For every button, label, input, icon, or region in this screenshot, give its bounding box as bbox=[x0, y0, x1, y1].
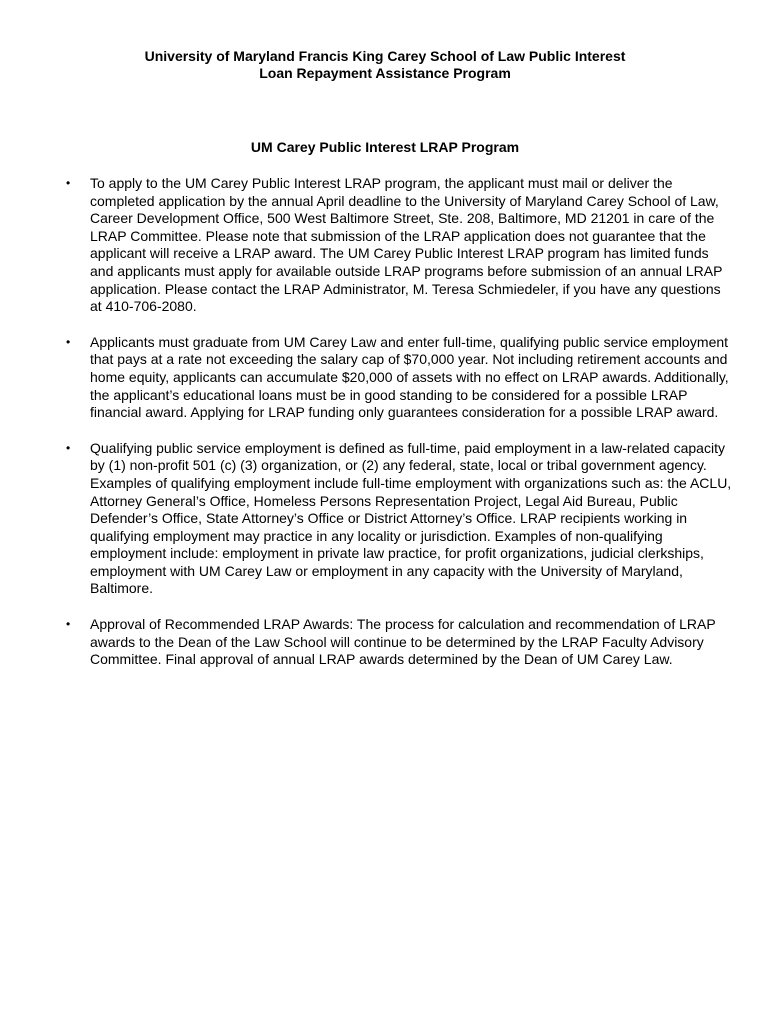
bullet-dot-icon: • bbox=[66, 617, 71, 632]
bullet-dot-icon: • bbox=[66, 440, 71, 455]
bullet-text: To apply to the UM Carey Public Interest LRAP program, the applicant must mail or deliver the completed application by the annual April deadline to the University of Maryland Carey School of Law, Career Development Office, 500 West Baltimore Street, Ste. 208, Baltimore, MD 21201 in care of the LRAP Committee. Please note that submission of the LRAP application does not guarantee that the applicant will receive a LRAP award. The UM Carey Public Interest LRAP program has limited funds and applicants must apply for available outside LRAP programs before submission of an annual LRAP application. Please contact the LRAP Administrator, M. Teresa Schmiedeler, if you have any questions at 410-706-2080. bbox=[90, 175, 723, 315]
bullet-eligibility-requirements bbox=[64, 334, 734, 422]
bullet-application-instructions bbox=[64, 175, 734, 316]
bullet-dot-icon: • bbox=[66, 334, 71, 349]
bullet-qualifying-employment bbox=[64, 440, 734, 598]
document-header bbox=[0, 48, 770, 82]
header-line-institution: University of Maryland Francis King Carey School of Law Public Interest bbox=[144, 48, 626, 64]
bullet-text: Qualifying public service employment is defined as full-time, paid employment in a law-related capacity by (1) non-profit 501 (c) (3) organization, or (2) any federal, state, local or tribal government agency. Examples of qualifying employment include full-time employment with organizations such as: the ACLU, Attorney General’s Office, Homeless Persons Representation Project, Legal Aid Bureau, Public Defender’s Office, State Attorney’s Office or District Attorney’s Office. LRAP recipients working in qualifying employment may practice in any locality or jurisdiction. Examples of non-qualifying employment include: employment in private law practice, for profit organizations, judicial clerkships, employment with UM Carey Law or employment in any capacity with the University of Maryland, Baltimore. bbox=[90, 439, 732, 597]
bullet-text: Approval of Recommended LRAP Awards: The process for calculation and recommendation of LRAP awards to the Dean of the Law School will continue to be determined by the LRAP Faculty Advisory Committee. Final approval of annual LRAP awards determined by the Dean of UM Carey Law. bbox=[90, 616, 716, 668]
section-title: UM Carey Public Interest LRAP Program bbox=[250, 139, 520, 155]
bullet-list bbox=[64, 175, 734, 687]
bullet-dot-icon: • bbox=[66, 176, 71, 190]
header-line-program: Loan Repayment Assistance Program bbox=[259, 65, 511, 81]
bullet-text: Applicants must graduate from UM Carey Law and enter full-time, qualifying public service employment that pays at a rate not exceeding the salary cap of $70,000 year. Not including retirement accounts and home equity, applicants can accumulate $20,000 of assets with no effect on LRAP awards. Additionally, the applicant’s educational loans must be in good standing to be considered for a possible LRAP financial award. Applying for LRAP funding only guarantees consideration for a possible LRAP award. bbox=[90, 333, 729, 421]
bullet-award-approval bbox=[64, 616, 734, 669]
